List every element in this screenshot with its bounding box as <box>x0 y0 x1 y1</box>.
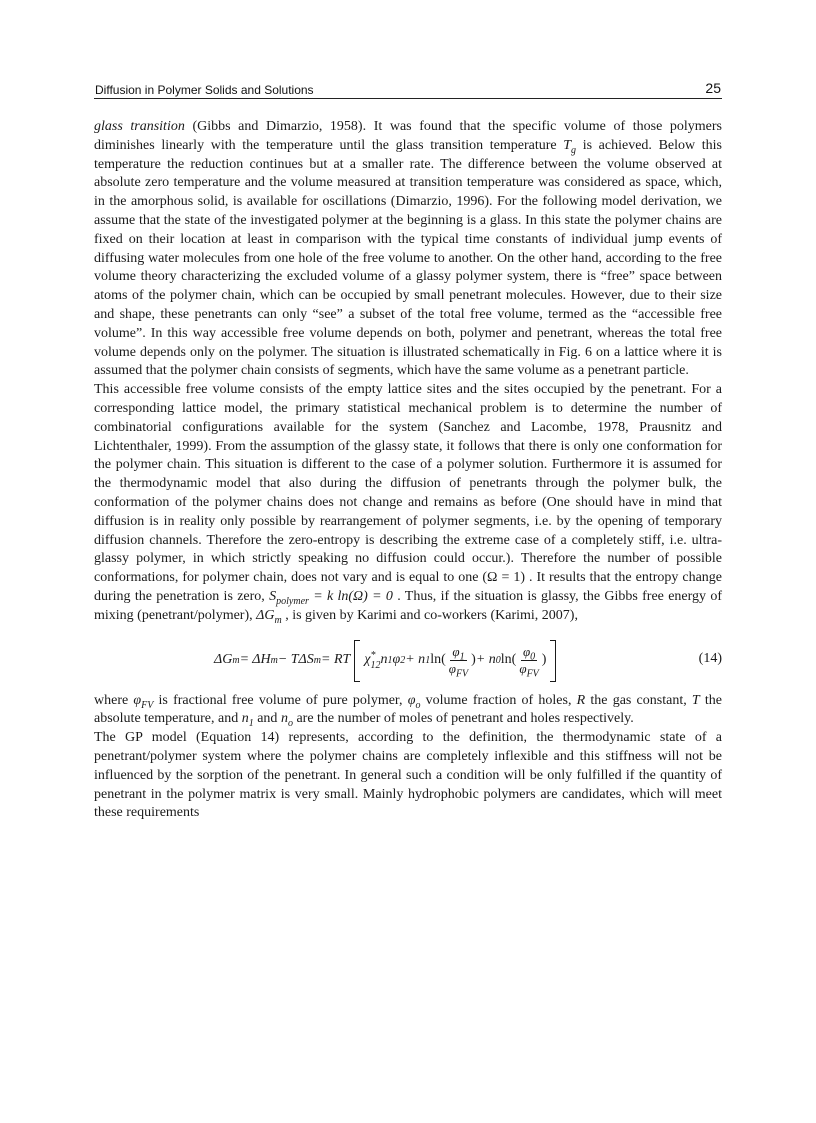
fraction-1-denominator <box>447 661 470 680</box>
body-text <box>94 118 722 823</box>
fraction-1 <box>447 644 470 680</box>
equation-number: (14) <box>698 650 722 666</box>
page-number: 25 <box>705 80 721 96</box>
fraction-2 <box>517 644 540 680</box>
eq-phi2: φ <box>392 652 401 668</box>
phi-fv-sub: FV <box>141 699 154 711</box>
symbol-tg <box>563 137 577 156</box>
n1-sub: 1 <box>248 718 254 730</box>
paragraph-1-text-b: is achieved. Below this temperature the reduction continues but at a smaller rate. The difference between the volume observed at absolute zero temperature and the volume measured at transition temperature was considered as space, which, in the amorphous solid, is available for oscillations (Dimarzio, 1996). For the following model derivation, we assume that the state of the investigated polymer at the beginning is a glass. In this state the polymer chains are fixed on their location at least in comparison with the typical time constants of individual jump events of diffusing water molecules from one hole of the free volume to another. On the other hand, according to the free volume theory characterizing the excluded volume of a glassy polymer system, there is “free” space between atoms of the polymer chain, which can be occupied by small penetrant molecules. However, due to their size and shape, these penetrants can only “see” a subset of the total free volume, termed as the “accessible free volume”. In this way accessible free volume depends on both, polymer and penetrant, whereas the total free volume depends only on the polymer. The situation is illustrated schematically in Fig. 6 on a lattice where it is assumed that the polymer chain consists of segments, which have the same volume as a penetrant particle. <box>94 137 722 379</box>
eq-rt: = RT <box>321 652 351 668</box>
f1-num: φ <box>452 644 460 660</box>
paragraph-3-text-a: where <box>94 692 134 708</box>
phi-fv-base: φ <box>133 692 142 708</box>
page-header <box>94 80 722 99</box>
entropy-sub: polymer <box>276 595 309 607</box>
chi-sub: 12 <box>370 659 381 671</box>
no-sub: o <box>287 718 293 730</box>
fraction-2-denominator <box>517 661 540 680</box>
eq-close-1: ) <box>471 652 476 668</box>
paragraph-3-text-g: are the number of moles of penetrant and holes respectively. <box>292 711 634 727</box>
symbol-phi-fv <box>133 692 154 711</box>
paragraph-3-text-f: and <box>253 711 281 727</box>
paragraph-3-text-e: the absolute temperature, and <box>94 692 722 727</box>
symbol-no <box>280 711 293 730</box>
f1-num-sub: 1 <box>459 651 465 663</box>
entropy-rest: = k ln(Ω) = 0 <box>308 588 393 604</box>
eq-chi: χ <box>364 652 371 668</box>
phi-o-base: φ <box>407 692 416 708</box>
gibbs-base: ΔG <box>256 607 275 623</box>
phi-o-sub: o <box>415 699 421 711</box>
symbol-n1 <box>241 711 254 730</box>
eq-n1-term: + n <box>405 652 426 668</box>
symbol-tg-base: T <box>563 137 572 153</box>
paragraph-2 <box>94 381 722 625</box>
left-bracket <box>354 640 360 682</box>
equation-body: ΔG m = ΔH m − TΔS m = RT χ * 12 n 1 φ 2 + n 1 ln( $\frac{\varphi_1}{\varphi_{FV}}$ ) + n 0 ln( $\frac{\varphi_0}{\varphi_{FV}}$ ) <box>214 640 560 682</box>
paragraph-3-text-d: the gas constant, <box>585 692 692 708</box>
symbol-tg-sub: g <box>571 144 577 156</box>
paragraph-2-text-a: This accessible free volume consists of the empty lattice sites and the sites occupied by the penetrant. For a corresponding lattice model, the primary statistical mechanical problem is to determine the number of combinatorial configurations available for the system (Sanchez and Lacombe, 1978, Prausnitz and Lichtenthaler, 1999). From the assumption of the glassy state, it follows that there is only one conformation for the polymer chain. This situation is different to the case of a polymer solution. Furthermore it is assumed for the thermodynamic model that also during the diffusion of penetrants through the polymer bulk, the conformation of the polymer chains does not change and remains as before (One should have in mind that diffusion is in reality only possible by rearrangement of polymer segments, i.e. by the opening of temporary diffusion channels. Therefore the zero-entropy is describing the extreme case of a completely stiff, i.e. ultra-glassy polymer, in which strictly speaking no diffusion could occur.). Therefore the number of possible conformations, for polymer chain, does not vary and is equal to one <box>94 382 722 586</box>
gibbs-sub: m <box>274 614 282 626</box>
f1-den-sub: FV <box>455 668 469 680</box>
entropy-expression <box>269 588 393 607</box>
right-bracket <box>550 640 556 682</box>
paragraph-2-text-d: , is given by Karimi and co-workers (Karimi, 2007), <box>281 607 578 623</box>
paragraph-2-text-c: . Thus, if the situation is glassy, the Gibbs free energy of mixing (penetrant/polymer), <box>94 588 723 623</box>
no-base: n <box>280 711 288 727</box>
f2-num-sub: 0 <box>530 651 536 663</box>
eq-ln-1: ln( <box>430 652 446 668</box>
f1-den: φ <box>448 661 456 677</box>
paragraph-1 <box>94 118 722 381</box>
omega-expression: (Ω = 1) <box>482 570 525 586</box>
paragraph-4: The GP model (Equation 14) represents, according to the definition, the thermodynamic state of a penetrant/polymer system where the polymer chains are completely inflexible and this stiffness will not be influenced by the sorption of the penetrant. In general such a condition will be only fulfilled if the quantity of penetrant in the polymer matrix is very small. Mainly hydrophobic polymers are candidates, which will meet these requirements <box>94 730 722 821</box>
eq-enthalpy: = ΔH <box>239 652 271 668</box>
fraction-2-numerator <box>521 644 537 661</box>
equation-14 <box>94 632 722 688</box>
paragraph-3 <box>94 692 722 730</box>
eq-n0-term: + n <box>475 652 496 668</box>
eq-n1: n <box>380 652 388 668</box>
chi-sup: * <box>370 649 376 661</box>
n1-base: n <box>241 711 249 727</box>
eq-lhs: ΔG <box>214 652 233 668</box>
f2-num: φ <box>522 644 531 660</box>
gibbs-symbol <box>256 607 282 626</box>
f2-den: φ <box>519 661 527 677</box>
f2-den-sub: FV <box>526 668 539 680</box>
symbol-t: T <box>691 692 700 708</box>
symbol-phi-o <box>407 692 421 711</box>
entropy-symbol: S <box>269 588 277 604</box>
paragraph-3-text-b: is fractional free volume of pure polymer, <box>153 692 408 708</box>
fraction-1-numerator <box>450 644 466 661</box>
running-title: Diffusion in Polymer Solids and Solutions <box>95 83 314 97</box>
paragraph-1-text-a: (Gibbs and Dimarzio, 1958). It was found that the specific volume of those polymers diminishes linearly with the temperature until the glass transition temperature <box>94 119 722 153</box>
symbol-r: R <box>576 692 586 708</box>
eq-ln-2: ln( <box>500 652 517 668</box>
paragraph-3-text-c: volume fraction of holes, <box>420 692 577 708</box>
term-glass-transition: glass transition <box>94 119 185 134</box>
chi-scripts <box>370 651 380 671</box>
eq-entropy: − TΔS <box>277 652 314 668</box>
eq-close-2: ) <box>541 652 547 668</box>
paragraph-2-text-b: . It results that the entropy change during the penetration is zero, <box>94 570 723 604</box>
